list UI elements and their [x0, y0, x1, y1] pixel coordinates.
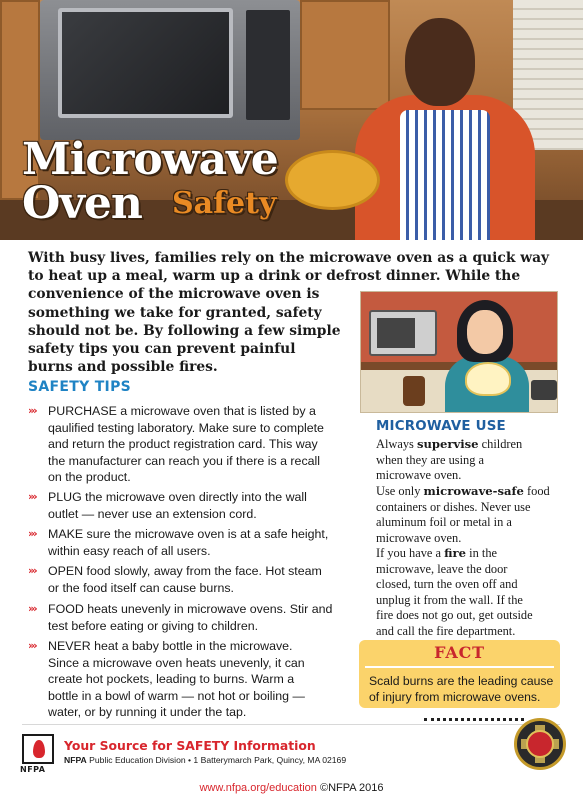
microwave-panel — [246, 10, 290, 120]
website-link[interactable]: www.nfpa.org/education — [199, 782, 317, 794]
footer-divider — [22, 724, 560, 725]
tip-line: OPEN food slowly, away from the face. Hot steam — [48, 564, 322, 578]
tip-line: the manufacturer can reach you if there is a recall — [48, 453, 321, 468]
mu-line: closed, turn the oven off and — [376, 577, 518, 592]
fact-divider — [365, 666, 554, 668]
intro-line: should not be. By following a few simple — [28, 322, 341, 339]
chevron-triple-icon: ››› — [28, 404, 36, 417]
cabinet — [300, 0, 390, 110]
footer-address: NFPA Public Education Division • 1 Batterymarch Park, Quincy, MA 02169 — [64, 755, 347, 765]
man-head — [405, 18, 475, 106]
mu-line: microwave, leave the door — [376, 561, 508, 576]
title-accent: Safety — [172, 186, 277, 221]
tip-line: NEVER heat a baby bottle in the microwave. — [48, 639, 293, 653]
chevron-triple-icon: ››› — [28, 490, 36, 503]
mu-line: when they are using a — [376, 452, 485, 467]
tip-line: PLUG the microwave oven directly into the wall — [48, 490, 307, 504]
microwave-use-paragraph — [376, 437, 576, 484]
fact-box — [359, 640, 560, 708]
tip-line: outlet — never use an extension cord. — [48, 506, 257, 521]
fire-department-badge-icon — [514, 718, 566, 770]
logo-wordmark: NFPA — [20, 765, 46, 774]
mu-line: containers or dishes. Never use — [376, 499, 531, 514]
fact-line: Scald burns are the leading cause — [369, 674, 554, 688]
apron — [400, 110, 490, 240]
tip-line: create hot pockets, leading to burns. Warm a — [48, 672, 295, 687]
mu-line: microwave oven. — [376, 530, 462, 545]
intro-line: convenience of the microwave oven is — [28, 286, 320, 303]
mu-line: and call the fire department. — [376, 623, 516, 638]
tip-line: FOOD heats unevenly in microwave ovens. Stir and — [48, 602, 333, 616]
mu-line: microwave oven. — [376, 468, 462, 483]
tip-line: qaulified testing laboratory. Make sure to complete — [48, 420, 324, 435]
microwave-use-paragraph — [376, 484, 576, 546]
illustration-microwave — [369, 310, 437, 356]
nfpa-logo-icon — [22, 734, 54, 764]
tip-line: on the product. — [48, 470, 131, 485]
intro-line: something we take for granted, safety — [28, 304, 322, 321]
footer-url — [0, 782, 583, 794]
dotted-separator — [424, 718, 524, 721]
tip-line: or the food itself can cause burns. — [48, 580, 234, 595]
tip-line: PURCHASE a microwave oven that is listed by a — [48, 404, 316, 418]
footer-tagline: Your Source for SAFETY Information — [64, 738, 316, 753]
chevron-triple-icon: ››› — [28, 639, 36, 652]
tip-line: bottle in a bowl of warm — not hot or boiling — — [48, 688, 305, 703]
kitchen-illustration — [360, 291, 558, 413]
title-line-1: Microwave — [22, 134, 278, 185]
tip-line: MAKE sure the microwave oven is at a safe height, — [48, 527, 329, 541]
copyright: ©NFPA 2016 — [316, 782, 384, 794]
title-line-2: Oven — [22, 178, 142, 229]
chevron-triple-icon: ››› — [28, 564, 36, 577]
tip-line: test before eating or giving to children. — [48, 618, 259, 633]
tip-line: Since a microwave oven heats unevenly, it can — [48, 655, 305, 670]
microwave-door — [58, 8, 233, 118]
mu-line: If you have a fire in the — [376, 546, 498, 560]
tip-line: and return the product registration card. This way — [48, 437, 318, 452]
tip-line: water, or by running it under the tap. — [48, 705, 247, 720]
fact-label: FACT — [434, 643, 485, 662]
microwave-use-paragraph — [376, 546, 576, 640]
plate — [285, 150, 380, 210]
illustration-jar — [403, 376, 425, 406]
intro-line: safety tips you can prevent painful — [28, 341, 296, 358]
mu-line: fire does not go out, get outside — [376, 608, 533, 623]
intro-line: burns and possible fires. — [28, 359, 218, 376]
mu-line: aluminum foil or metal in a — [376, 515, 512, 530]
intro-line: to heat up a meal, warm up a drink or defrost dinner. While the — [28, 268, 521, 285]
microwave-use-heading: MICROWAVE USE — [376, 419, 506, 434]
mu-line: Use only microwave-safe food — [376, 484, 550, 498]
hero-image — [0, 0, 583, 240]
microwave-photo — [40, 0, 300, 140]
chevron-triple-icon: ››› — [28, 527, 36, 540]
safety-tips-heading: SAFETY TIPS — [28, 379, 132, 395]
mu-line: Always supervise children — [376, 437, 523, 451]
mu-line: unplug it from the wall. If the — [376, 592, 523, 607]
chevron-triple-icon: ››› — [28, 602, 36, 615]
fact-text — [369, 673, 555, 706]
popcorn-bowl — [465, 362, 511, 396]
tip-line: within easy reach of all users. — [48, 543, 211, 558]
illustration-pot — [531, 380, 557, 400]
flame-icon — [33, 740, 45, 758]
fact-line: of injury from microwave ovens. — [369, 690, 541, 705]
intro-line: With busy lives, families rely on the microwave oven as a quick way — [28, 250, 550, 266]
illustration-woman-face — [467, 310, 503, 354]
